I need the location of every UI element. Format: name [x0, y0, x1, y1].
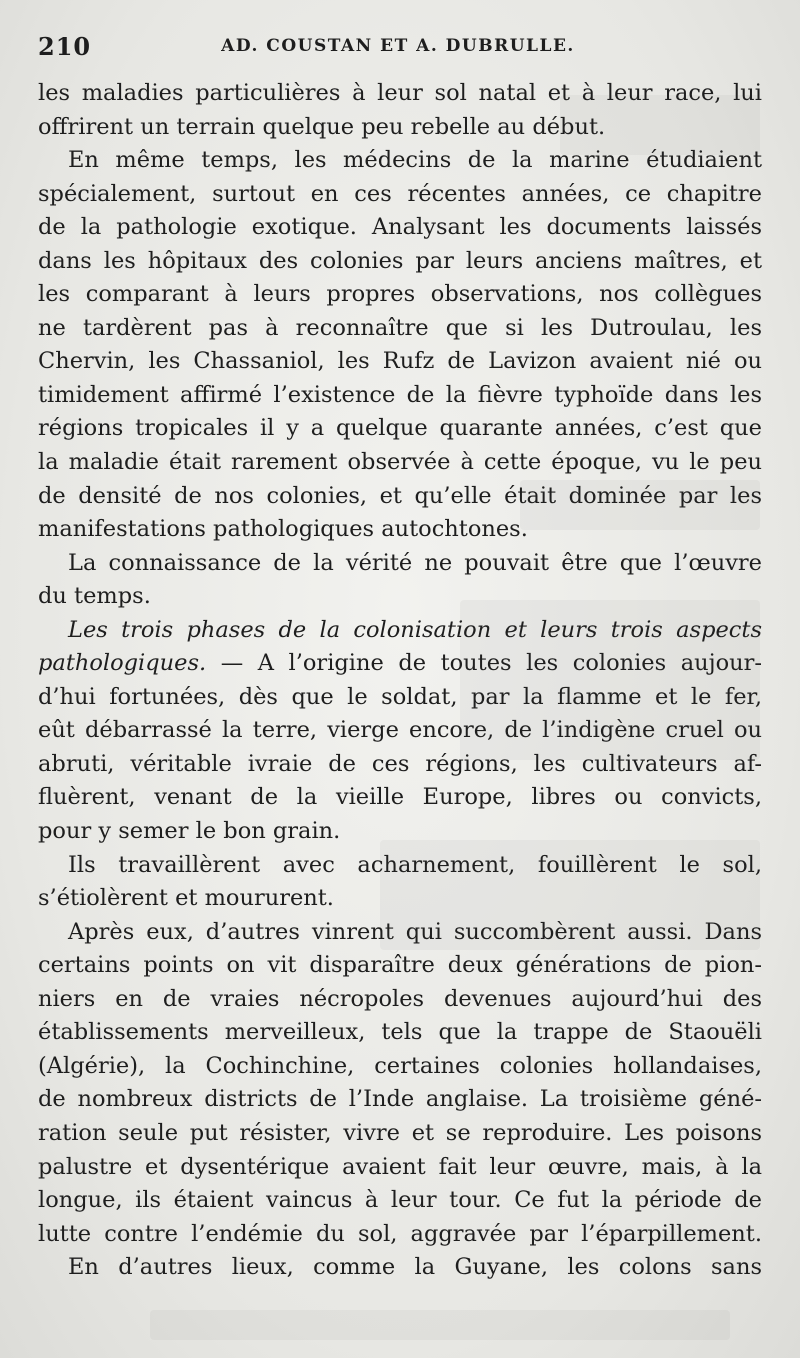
text-line: régions tropicales il y a quelque quarante années, c’est que [38, 415, 762, 442]
text-line: dans les hôpitaux des colonies par leurs anciens maîtres, et [38, 247, 762, 274]
text-line: La connaissance de la vérité ne pouvait être que l’œuvre [68, 549, 762, 576]
text-line: Chervin, les Chassaniol, les Rufz de Lavizon avaient nié ou [38, 348, 762, 375]
text-line: de densité de nos colonies, et qu’elle était dominée par les [38, 482, 762, 509]
text-line: la maladie était rarement observée à cette époque, vu le peu [38, 449, 762, 476]
text-line: palustre et dysentérique avaient fait leur œuvre, mais, à la [38, 1153, 762, 1180]
text-line: fluèrent, venant de la vieille Europe, libres ou convicts, [38, 784, 762, 811]
text-line: ration seule put résister, vivre et se reproduire. Les poisons [38, 1119, 762, 1146]
text-line [38, 647, 762, 681]
text-line: En même temps, les médecins de la marine étudiaient [68, 147, 762, 174]
text-line: niers en de vraies nécropoles devenues aujourd’hui des [38, 985, 762, 1012]
text-line: Ils travaillèrent avec acharnement, fouillèrent le sol, [68, 851, 762, 878]
running-head: AD. COUSTAN ET A. DUBRULLE. [221, 36, 575, 56]
text-line: offrirent un terrain quelque peu rebelle au début. [38, 113, 606, 140]
body-text [38, 77, 762, 1285]
text-line: manifestations pathologiques autochtones. [38, 516, 528, 543]
text-line: d’hui fortunées, dès que le soldat, par la flamme et le fer, [38, 683, 762, 710]
text-line: En d’autres lieux, comme la Guyane, les colons sans [68, 1254, 762, 1281]
text-line: Après eux, d’autres vinrent qui succombèrent aussi. Dans [68, 918, 762, 945]
text-line: de nombreux districts de l’Inde anglaise. La troisième géné- [38, 1086, 762, 1113]
text-line: pour y semer le bon grain. [38, 818, 341, 845]
text-line: certains points on vit disparaître deux générations de pion- [38, 952, 762, 979]
text-line: timidement affirmé l’existence de la fièvre typhoïde dans les [38, 381, 762, 408]
text-line: eût débarrassé la terre, vierge encore, de l’indigène cruel ou [38, 717, 762, 744]
section-heading-line: Les trois phases de la colonisation et leurs trois aspects [68, 616, 762, 643]
section-heading-tail: pathologiques. [38, 650, 207, 677]
text-line: abruti, véritable ivraie de ces régions, les cultivateurs af- [38, 750, 762, 777]
text-line: lutte contre l’endémie du sol, aggravée par l’éparpillement. [38, 1220, 762, 1247]
text-line: les comparant à leurs propres observations, nos collègues [38, 281, 762, 308]
page-number: 210 [38, 32, 92, 61]
text-line-continuation: — A l’origine de toutes les colonies aujour- [206, 650, 762, 677]
text-line: longue, ils étaient vaincus à leur tour. Ce fut la période de [38, 1187, 762, 1214]
page-header [38, 30, 758, 70]
text-line: spécialement, surtout en ces récentes années, ce chapitre [38, 180, 762, 207]
text-line: (Algérie), la Cochinchine, certaines colonies hollandaises, [38, 1052, 762, 1079]
text-line: de la pathologie exotique. Analysant les documents laissés [38, 214, 762, 241]
text-line: ne tardèrent pas à reconnaître que si les Dutroulau, les [38, 314, 762, 341]
text-line: établissements merveilleux, tels que la trappe de Staouëli [38, 1019, 762, 1046]
text-line: les maladies particulières à leur sol natal et à leur race, lui [38, 80, 762, 106]
text-line: s’étiolèrent et moururent. [38, 885, 334, 912]
text-line: du temps. [38, 583, 151, 610]
